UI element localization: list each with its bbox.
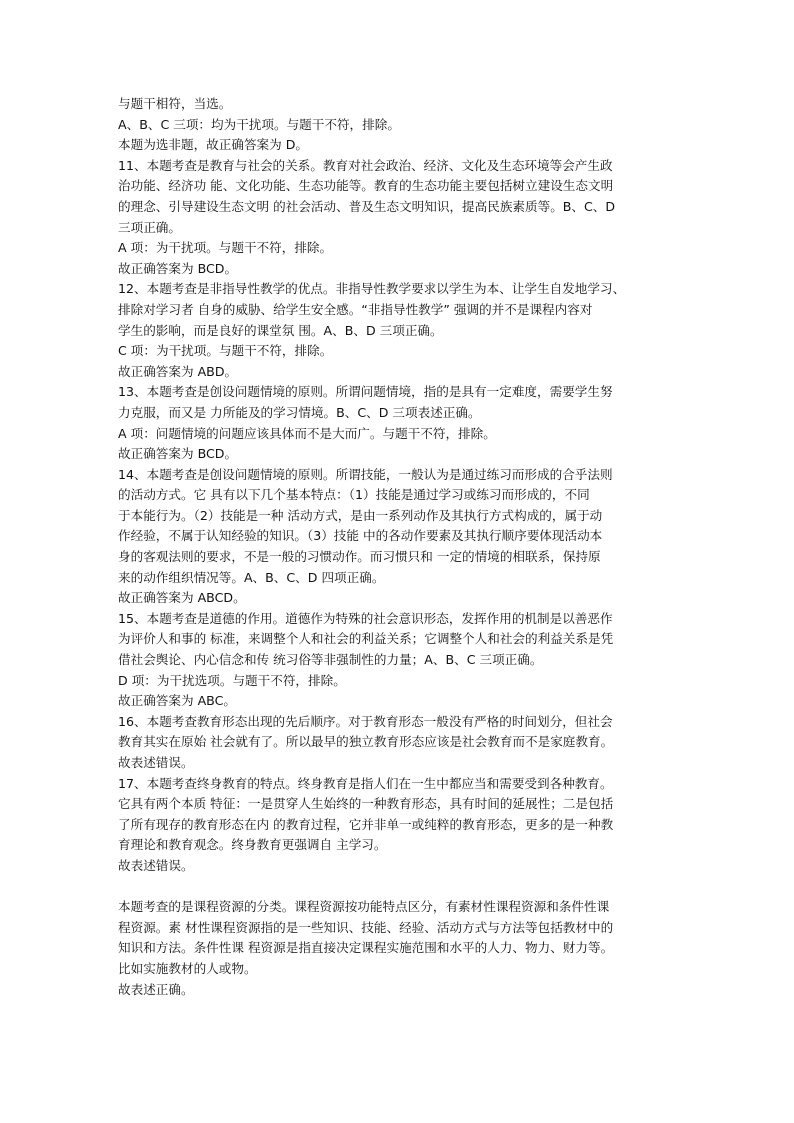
text-line: 治功能、经济功 能、文化功能、生态功能等。教育的生态功能主要包括树立建设生态文明	[118, 178, 614, 194]
text-line: 本题为选非题，故正确答案为 D。	[118, 137, 309, 153]
question-18-line: 本题考查的是课程资源的分类。课程资源按功能特点区分，有素材性课程资源和条件性课	[118, 899, 610, 915]
text-line: 与题干相符，当选。	[118, 96, 232, 111]
question-14-line: 14、本题考查是创设问题情境的原则。所谓技能，一般认为是通过练习而形成的合乎法则	[118, 466, 613, 482]
text-line: 作经验，不属于认知经验的知识。（3）技能 中的各动作要素及其执行顺序要体现活动本	[118, 528, 603, 544]
text-line: A 项：问题情境的问题应该具体而不是大而广。与题干不符，排除。	[118, 425, 496, 441]
answer-line: 故正确答案为 BCD。	[118, 446, 238, 462]
question-16-line: 16、本题考查教育形态出现的先后顺序。对于教育形态一般没有严格的时间划分，但社会	[118, 713, 613, 729]
text-line: 三项正确。	[118, 219, 181, 235]
question-15-line: 15、本题考查是道德的作用。道德作为特殊的社会意识形态，发挥作用的机制是以善恶作	[118, 610, 613, 626]
answer-line: 故表述正确。	[118, 981, 194, 997]
text-line: 的活动方式。它 具有以下几个基本特点：（1）技能是通过学习或练习而形成的，不同	[118, 487, 590, 503]
text-line: 力克服，而又是 力所能及的学习情境。B、C、D 三项表述正确。	[118, 404, 481, 420]
question-13-line: 13、本题考查是创设问题情境的原则。所谓问题情境，指的是具有一定难度，需要学生努	[118, 384, 613, 400]
question-12-line: 12、本题考查是非指导性教学的优点。非指导性教学要求以学生为本、让学生自发地学习、	[118, 281, 626, 297]
text-line: C 项：为干扰项。与题干不符，排除。	[118, 343, 333, 359]
text-line: 排除对学习者 自身的威胁、给学生安全感。“非指导性教学” 强调的并不是课程内容对	[118, 301, 593, 317]
text-line: 育理论和教育观念。终身教育更强调自 主学习。	[118, 837, 387, 853]
text-line: 身的客观法则的要求，不是一般的习惯动作。而习惯只和 一定的情境的相联系，保持原	[118, 549, 601, 565]
answer-line: 故正确答案为 ABD。	[118, 363, 238, 379]
text-line: 程资源。素 材性课程资源指的是一些知识、技能、经验、活动方式与方法等包括教材中的	[118, 919, 614, 935]
text-line: 学生的影响，而是良好的课堂氛 围。A、B、D 三项正确。	[118, 322, 443, 338]
text-line: 来的动作组织情况等。A、B、C、D 四项正确。	[118, 569, 385, 585]
text-line: 了所有现存的教育形态在内 的教育过程，它并非单一或纯粹的教育形态，更多的是一种教	[118, 816, 614, 832]
text-line: 的理念、引导建设生态文明 的社会活动、普及生态文明知识，提高民族素质等。B、C、D	[118, 198, 616, 214]
text-line: 教育其实在原始 社会就有了。所以最早的独立教育形态应该是社会教育而不是家庭教育。	[118, 734, 614, 750]
answer-line: 故正确答案为 BCD。	[118, 260, 238, 276]
text-line: A 项：为干扰项。与题干不符，排除。	[118, 240, 333, 256]
text-line: 它具有两个本质 特征：一是贯穿人生始终的一种教育形态，具有时间的延展性；二是包括	[118, 796, 614, 812]
blank-line	[118, 877, 682, 898]
answer-line: 故正确答案为 ABC。	[118, 693, 236, 709]
text-line: D 项：为干扰选项。与题干不符，排除。	[118, 672, 346, 688]
question-11-line: 11、本题考查是教育与社会的关系。教育对社会政治、经济、文化及生态环境等会产生政	[118, 157, 613, 173]
text-line: 为评价人和事的 标准，来调整个人和社会的利益关系；它调整个人和社会的利益关系是凭	[118, 631, 614, 647]
answer-line: 故表述错误。	[118, 857, 194, 873]
answer-line: 故正确答案为 ABCD。	[118, 590, 246, 606]
text-line: 借社会舆论、内心信念和传 统习俗等非强制性的力量；A、B、C 三项正确。	[118, 652, 543, 668]
text-line: A、B、C 三项：均为干扰项。与题干不符，排除。	[118, 116, 400, 132]
text-line: 比如实施教材的人或物。	[118, 960, 257, 976]
text-line: 于本能行为。（2）技能是一种 活动方式，是由一系列动作及其执行方式构成的，属于动	[118, 507, 603, 523]
answer-line: 故表述错误。	[118, 755, 194, 770]
question-17-line: 17、本题考查终身教育的特点。终身教育是指人们在一生中都应当和需要受到各种教育。	[118, 775, 613, 791]
text-line: 知识和方法。条件性课 程资源是指直接决定课程实施范围和水平的人力、物力、财力等。	[118, 940, 614, 956]
answer-explanation-text	[118, 94, 682, 1000]
